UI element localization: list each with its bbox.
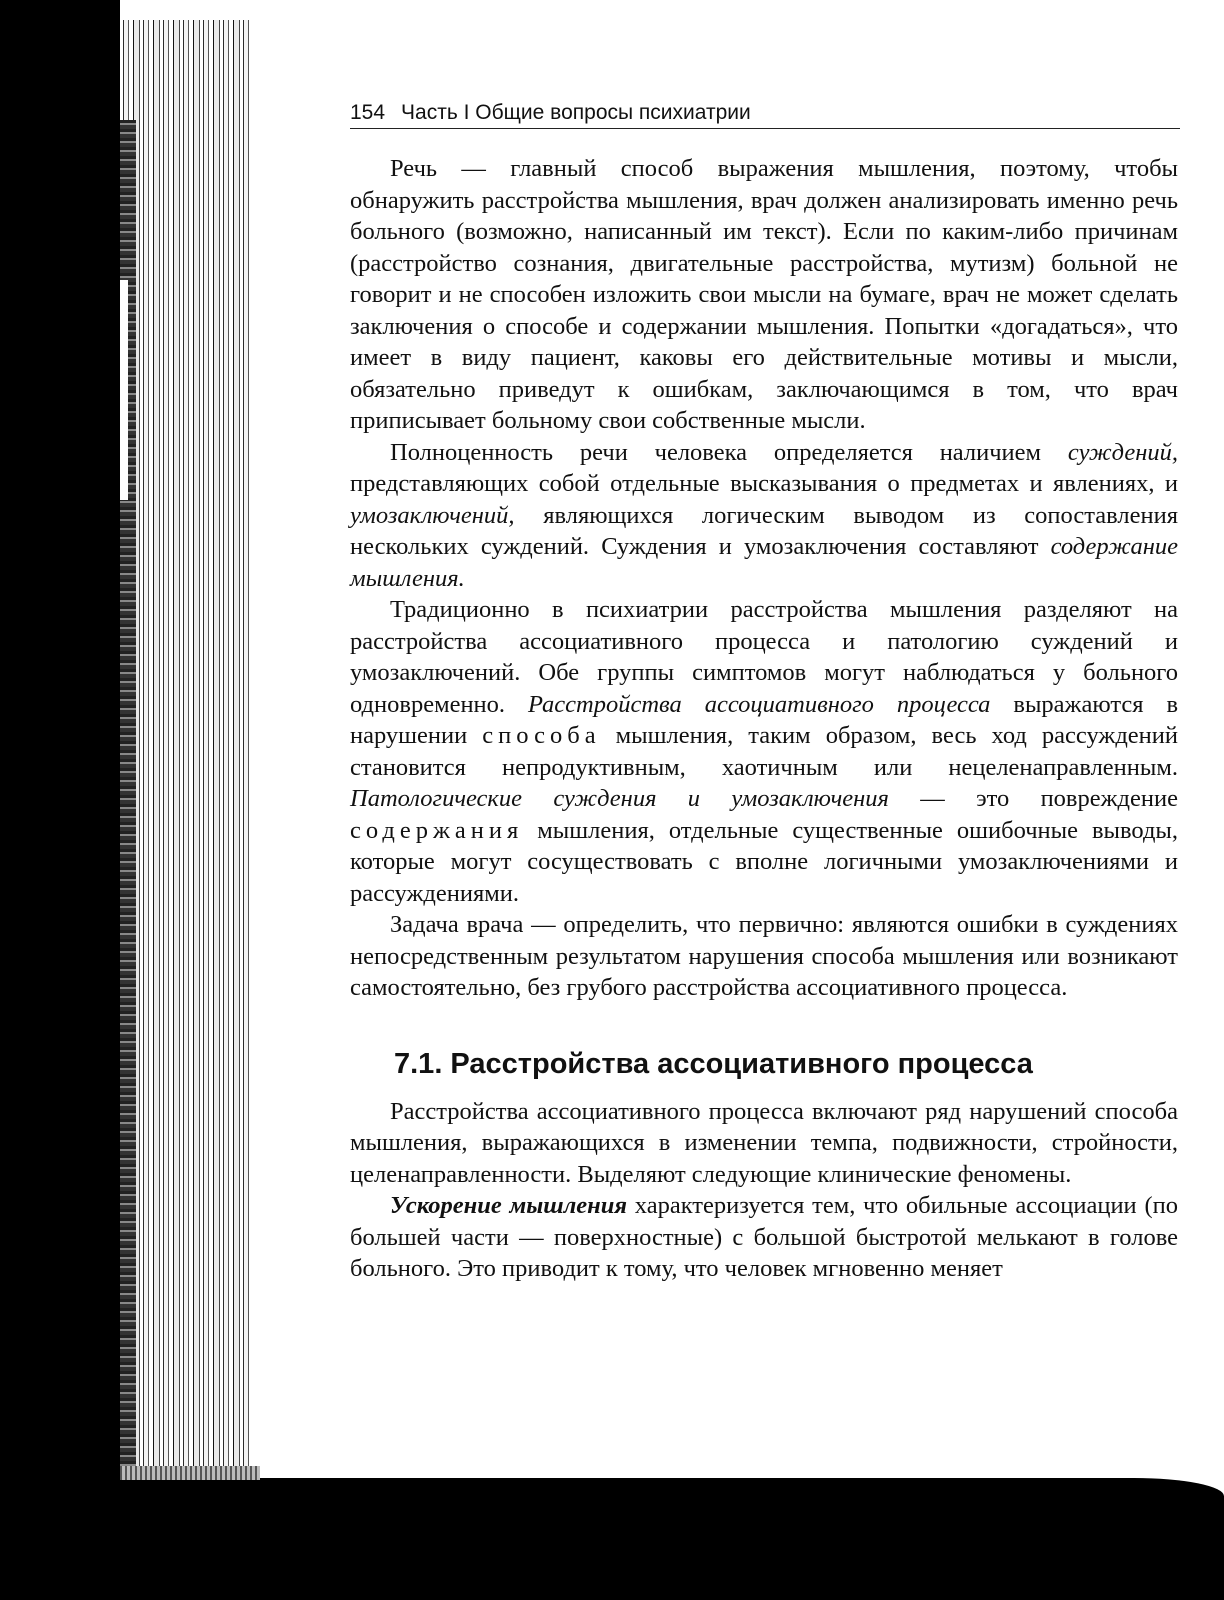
text-run: мышления, отдельные существенные ошибочные выводы, которые могут сосуществовать с вполне логичными умозаключениями и рассуждениями. [350, 816, 1178, 907]
text-run: являющихся логическим выводом из сопоставления нескольких суждений. Суждения и умозаключения составляют [350, 501, 1178, 560]
section-heading: 7.1. Расстройства ассоциативного процесса [394, 1047, 1033, 1080]
running-header [350, 98, 1180, 129]
page-content [350, 98, 1178, 1285]
term-inferences: умозаключений, [350, 501, 515, 529]
spaced-word-method: способа [482, 722, 601, 749]
term-acceleration-of-thinking: Ускорение мышления [390, 1192, 628, 1219]
text-run: — это повреждение [888, 785, 1178, 812]
text-run: Полноценность речи человека определяется наличием [390, 438, 1068, 466]
text-run: выражаются в нарушении [350, 690, 1179, 749]
paragraph-doctor-task: Задача врача — определить, что первично: являются ошибки в суждениях непосредственным результатом нарушения способа мышления или возникают самостоятельно, без грубого расстройства ассоциативного процесса. [350, 911, 1178, 1001]
scan-bottom-margin [0, 1478, 1224, 1600]
text-run: характеризуется тем, что обильные ассоциации (по большей части — поверхностные) с большой быстротой мелькают в голове больного. Это приводит к тому, что человек мгновенно меняет [350, 1192, 1178, 1282]
running-title: Часть I Общие вопросы психиатрии [401, 101, 751, 124]
term-thought-content: содержание мышления. [350, 533, 1178, 592]
scan-left-margin [0, 0, 120, 1600]
spaced-word-content: содержания [350, 816, 524, 844]
text-run: представляющих собой отдельные высказывания о предметах и явлениях, и [350, 470, 1178, 497]
text-run: Традиционно в психиатрии расстройства мышления разделяют на расстройства ассоциативного процесса и патологию суждений и умозаключений. Обе группы симптомов могут наблюдаться у больного одновременно. [350, 596, 1178, 718]
term-judgments: суждений, [1067, 438, 1178, 466]
paragraph-classification [350, 594, 1178, 909]
paragraph-section-intro: Расстройства ассоциативного процесса включают ряд нарушений способа мышления, выражающихся в изменении темпа, подвижности, стройности, целенаправленности. Выделяют следующие клинические феномены. [350, 1097, 1178, 1188]
text-run: мышления, таким образом, весь ход рассуждений становится непродуктивным, хаотичным или нецеленаправленным. [350, 722, 1178, 781]
book-page-edges [120, 20, 250, 1490]
paragraph-acceleration [350, 1190, 1178, 1285]
term-associative-disorders: Расстройства ассоциативного процесса [528, 690, 991, 718]
paragraph-judgments [350, 437, 1178, 595]
term-pathological-judgments: Патологические суждения и умозаключения [350, 785, 889, 812]
paragraph-speech: Речь — главный способ выражения мышления, поэтому, чтобы обнаружить расстройства мышления, врач должен анализировать именно речь больного (возможно, написанный им текст). Если по каким-либо причинам (расстройство сознания, двигательные расстройства, мутизм) больной не говорит и не способен изложить свои мысли на бумаге, врач не может сделать заключения о способе и содержании мышления. Попытки «догадаться», что имеет в виду пациент, каковы его действительные мотивы и мысли, обязательно приведут к ошибкам, заключающимся в том, что врач приписывает больному свои собственные мысли. [350, 155, 1178, 434]
page-number: 154 [350, 101, 386, 124]
